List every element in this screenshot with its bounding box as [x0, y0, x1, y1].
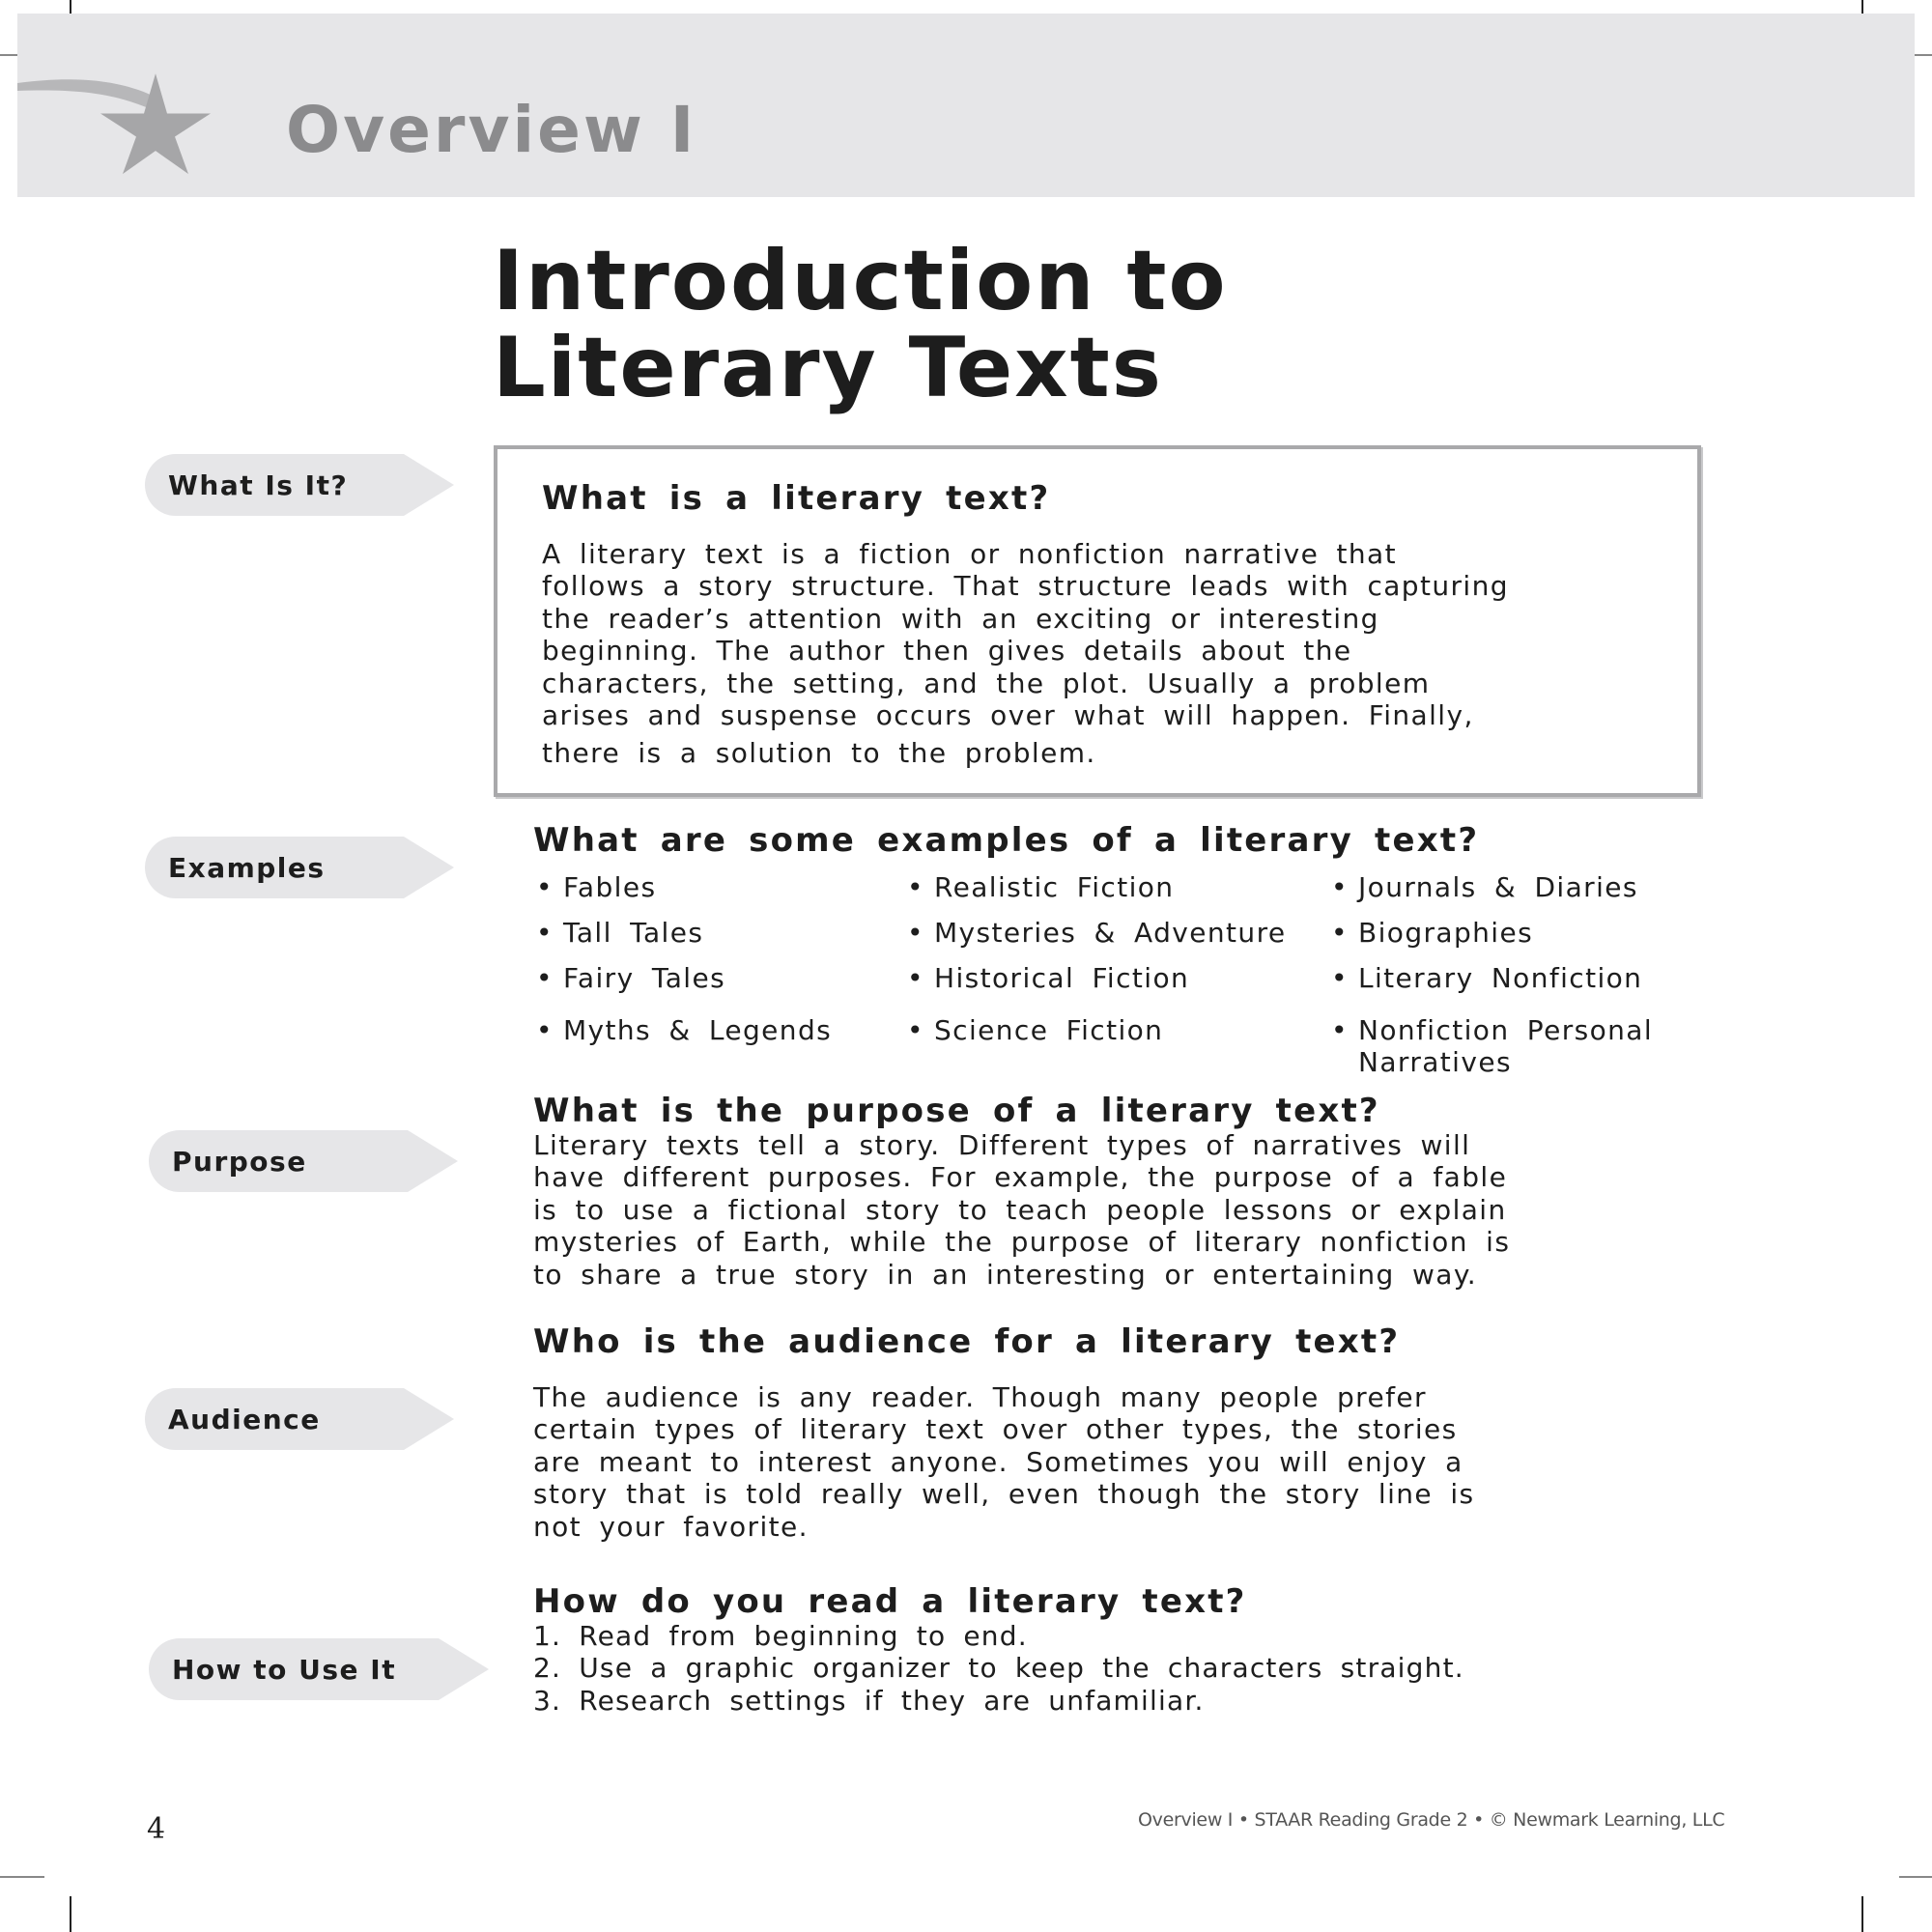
tab-how-to-use-it [149, 1638, 489, 1700]
example-label: Historical Fiction [934, 962, 1190, 994]
tab-label: What Is It? [145, 454, 404, 516]
example-label: Fairy Tales [563, 962, 726, 994]
tab-arrow-icon [404, 837, 454, 898]
text-line: follows a story structure. That structure leads with capturing [542, 570, 1509, 603]
section-heading-what-is-it: What is a literary text? [542, 479, 1051, 518]
example-item [1331, 871, 1638, 903]
bullet: • [907, 1014, 924, 1046]
step-item: 2. Use a graphic organizer to keep the characters straight. [533, 1652, 1464, 1685]
bullet: • [536, 917, 554, 949]
text-line: beginning. The author then gives details about the [542, 635, 1352, 668]
bullet: • [1331, 1014, 1349, 1046]
example-label: Journals & Diaries [1358, 871, 1638, 903]
tab-arrow-icon [439, 1638, 489, 1700]
text-line: Literary texts tell a story. Different types of narratives will [533, 1129, 1471, 1161]
example-item [1331, 1014, 1653, 1078]
example-item [536, 1014, 832, 1046]
tab-arrow-icon [408, 1130, 458, 1192]
tab-purpose [149, 1130, 458, 1192]
how-to-use-steps [533, 1620, 1464, 1717]
page-title-line: Introduction to [493, 233, 1228, 329]
example-item [1331, 917, 1533, 949]
example-item [907, 1014, 1163, 1046]
tab-label: How to Use It [149, 1638, 439, 1700]
tab-arrow-icon [404, 1388, 454, 1450]
text-line: arises and suspense occurs over what will happen. Finally, [542, 698, 1474, 731]
example-item [907, 871, 1174, 903]
text-line: not your favorite. [533, 1510, 809, 1543]
text-line: are meant to interest anyone. Sometimes you will enjoy a [533, 1445, 1463, 1478]
bullet: • [536, 1014, 554, 1046]
example-label: Biographies [1358, 917, 1534, 949]
shooting-star-icon [17, 68, 278, 174]
example-label: Mysteries & Adventure [934, 917, 1287, 949]
section-heading-purpose: What is the purpose of a literary text? [533, 1092, 1380, 1130]
step-item: 3. Research settings if they are unfamiliar. [533, 1684, 1205, 1717]
example-item [1331, 962, 1642, 994]
crop-mark [70, 1896, 71, 1932]
bullet: • [536, 962, 554, 994]
text-line: story that is told really well, even though the story line is [533, 1478, 1475, 1511]
section-heading-audience: Who is the audience for a literary text? [533, 1322, 1401, 1361]
section-title: Overview I [286, 93, 697, 167]
bullet: • [536, 871, 554, 903]
crop-mark [1899, 1876, 1932, 1878]
text-line: is to use a fictional story to teach people lessons or explain [533, 1193, 1507, 1226]
bullet: • [907, 871, 924, 903]
text-line: certain types of literary text over other types, the stories [533, 1413, 1458, 1446]
tab-examples [145, 837, 454, 898]
text-line: there is a solution to the problem. [542, 737, 1096, 770]
example-item [536, 917, 703, 949]
bullet: • [907, 917, 924, 949]
section-heading-how-to-use: How do you read a literary text? [533, 1582, 1247, 1621]
audience-paragraph [533, 1381, 1475, 1543]
bullet: • [1331, 871, 1349, 903]
bullet: • [907, 962, 924, 994]
footer-credit: Overview I • STAAR Reading Grade 2 • © Newmark Learning, LLC [1138, 1809, 1725, 1831]
tab-label: Audience [145, 1388, 404, 1450]
example-label: Nonfiction Personal [1358, 1014, 1654, 1046]
what-is-it-paragraph [542, 538, 1509, 770]
example-label: Myths & Legends [563, 1014, 833, 1046]
example-item [536, 871, 656, 903]
example-label: Realistic Fiction [934, 871, 1175, 903]
bullet: • [1331, 962, 1349, 994]
example-label: Science Fiction [934, 1014, 1164, 1046]
page-title [493, 233, 1228, 416]
bullet: • [1331, 917, 1349, 949]
section-heading-examples: What are some examples of a literary text? [533, 821, 1480, 860]
step-item: 1. Read from beginning to end. [533, 1620, 1028, 1652]
example-item [536, 962, 725, 994]
tab-arrow-icon [404, 454, 454, 516]
text-line: the reader’s attention with an exciting or interesting [542, 602, 1379, 635]
text-line: to share a true story in an interesting or entertaining way. [533, 1258, 1478, 1291]
tab-what-is-it [145, 454, 454, 516]
example-label: Literary Nonfiction [1358, 962, 1643, 994]
purpose-paragraph [533, 1129, 1510, 1291]
example-label: Tall Tales [563, 917, 704, 949]
crop-mark [1861, 1896, 1863, 1932]
text-line: A literary text is a fiction or nonfiction narrative that [542, 538, 1397, 570]
text-line: The audience is any reader. Though many people prefer [533, 1381, 1427, 1413]
text-line: characters, the setting, and the plot. Usually a problem [542, 667, 1431, 699]
page-title-line: Literary Texts [493, 320, 1163, 416]
text-line: mysteries of Earth, while the purpose of literary nonfiction is [533, 1226, 1511, 1259]
tab-label: Examples [145, 837, 404, 898]
crop-mark [0, 1876, 44, 1878]
page-number: 4 [147, 1812, 166, 1846]
example-label-continuation: Narratives [1358, 1046, 1512, 1078]
example-item [907, 962, 1189, 994]
text-line: have different purposes. For example, the purpose of a fable [533, 1161, 1508, 1194]
tab-audience [145, 1388, 454, 1450]
tab-label: Purpose [149, 1130, 408, 1192]
example-label: Fables [563, 871, 657, 903]
example-item [907, 917, 1287, 949]
